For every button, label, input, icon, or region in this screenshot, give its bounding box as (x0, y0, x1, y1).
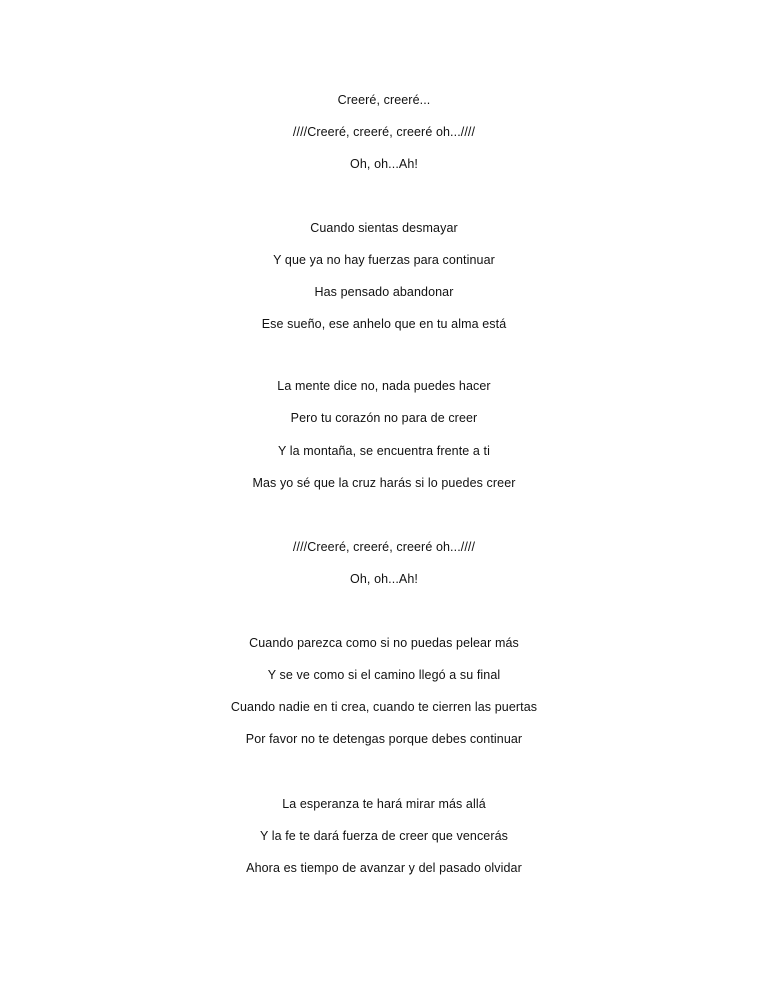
lyric-line: ////Creeré, creeré, creeré oh...//// (292, 540, 476, 554)
lyric-line: Has pensado abandonar (314, 285, 454, 299)
lyric-line: Oh, oh...Ah! (350, 572, 418, 586)
lyric-line: Por favor no te detengas porque debes continuar (245, 732, 523, 746)
lyric-line: Ahora es tiempo de avanzar y del pasado olvidar (246, 861, 522, 875)
lyric-line: Pero tu corazón no para de creer (290, 411, 478, 425)
lyric-line: Y la montaña, se encuentra frente a ti (277, 444, 491, 458)
lyric-line: Cuando parezca como si no puedas pelear más (249, 636, 519, 650)
lyric-line: La esperanza te hará mirar más allá (282, 797, 486, 811)
lyric-line: Mas yo sé que la cruz harás si lo puedes creer (252, 476, 516, 490)
lyric-line: Ese sueño, ese anhelo que en tu alma está (261, 317, 507, 331)
lyric-line: ////Creeré, creeré, creeré oh...//// (292, 125, 476, 139)
lyric-line: Creeré, creeré... (337, 93, 431, 107)
lyric-line: La mente dice no, nada puedes hacer (277, 379, 491, 393)
lyric-line: Y la fe te dará fuerza de creer que vencerás (259, 829, 509, 843)
lyric-line: Cuando nadie en ti crea, cuando te cierren las puertas (230, 700, 538, 714)
lyric-line: Y se ve como si el camino llegó a su final (267, 668, 501, 682)
lyric-line: Y que ya no hay fuerzas para continuar (273, 253, 495, 267)
lyric-line: Cuando sientas desmayar (310, 221, 458, 235)
lyric-line: Oh, oh...Ah! (350, 157, 418, 171)
